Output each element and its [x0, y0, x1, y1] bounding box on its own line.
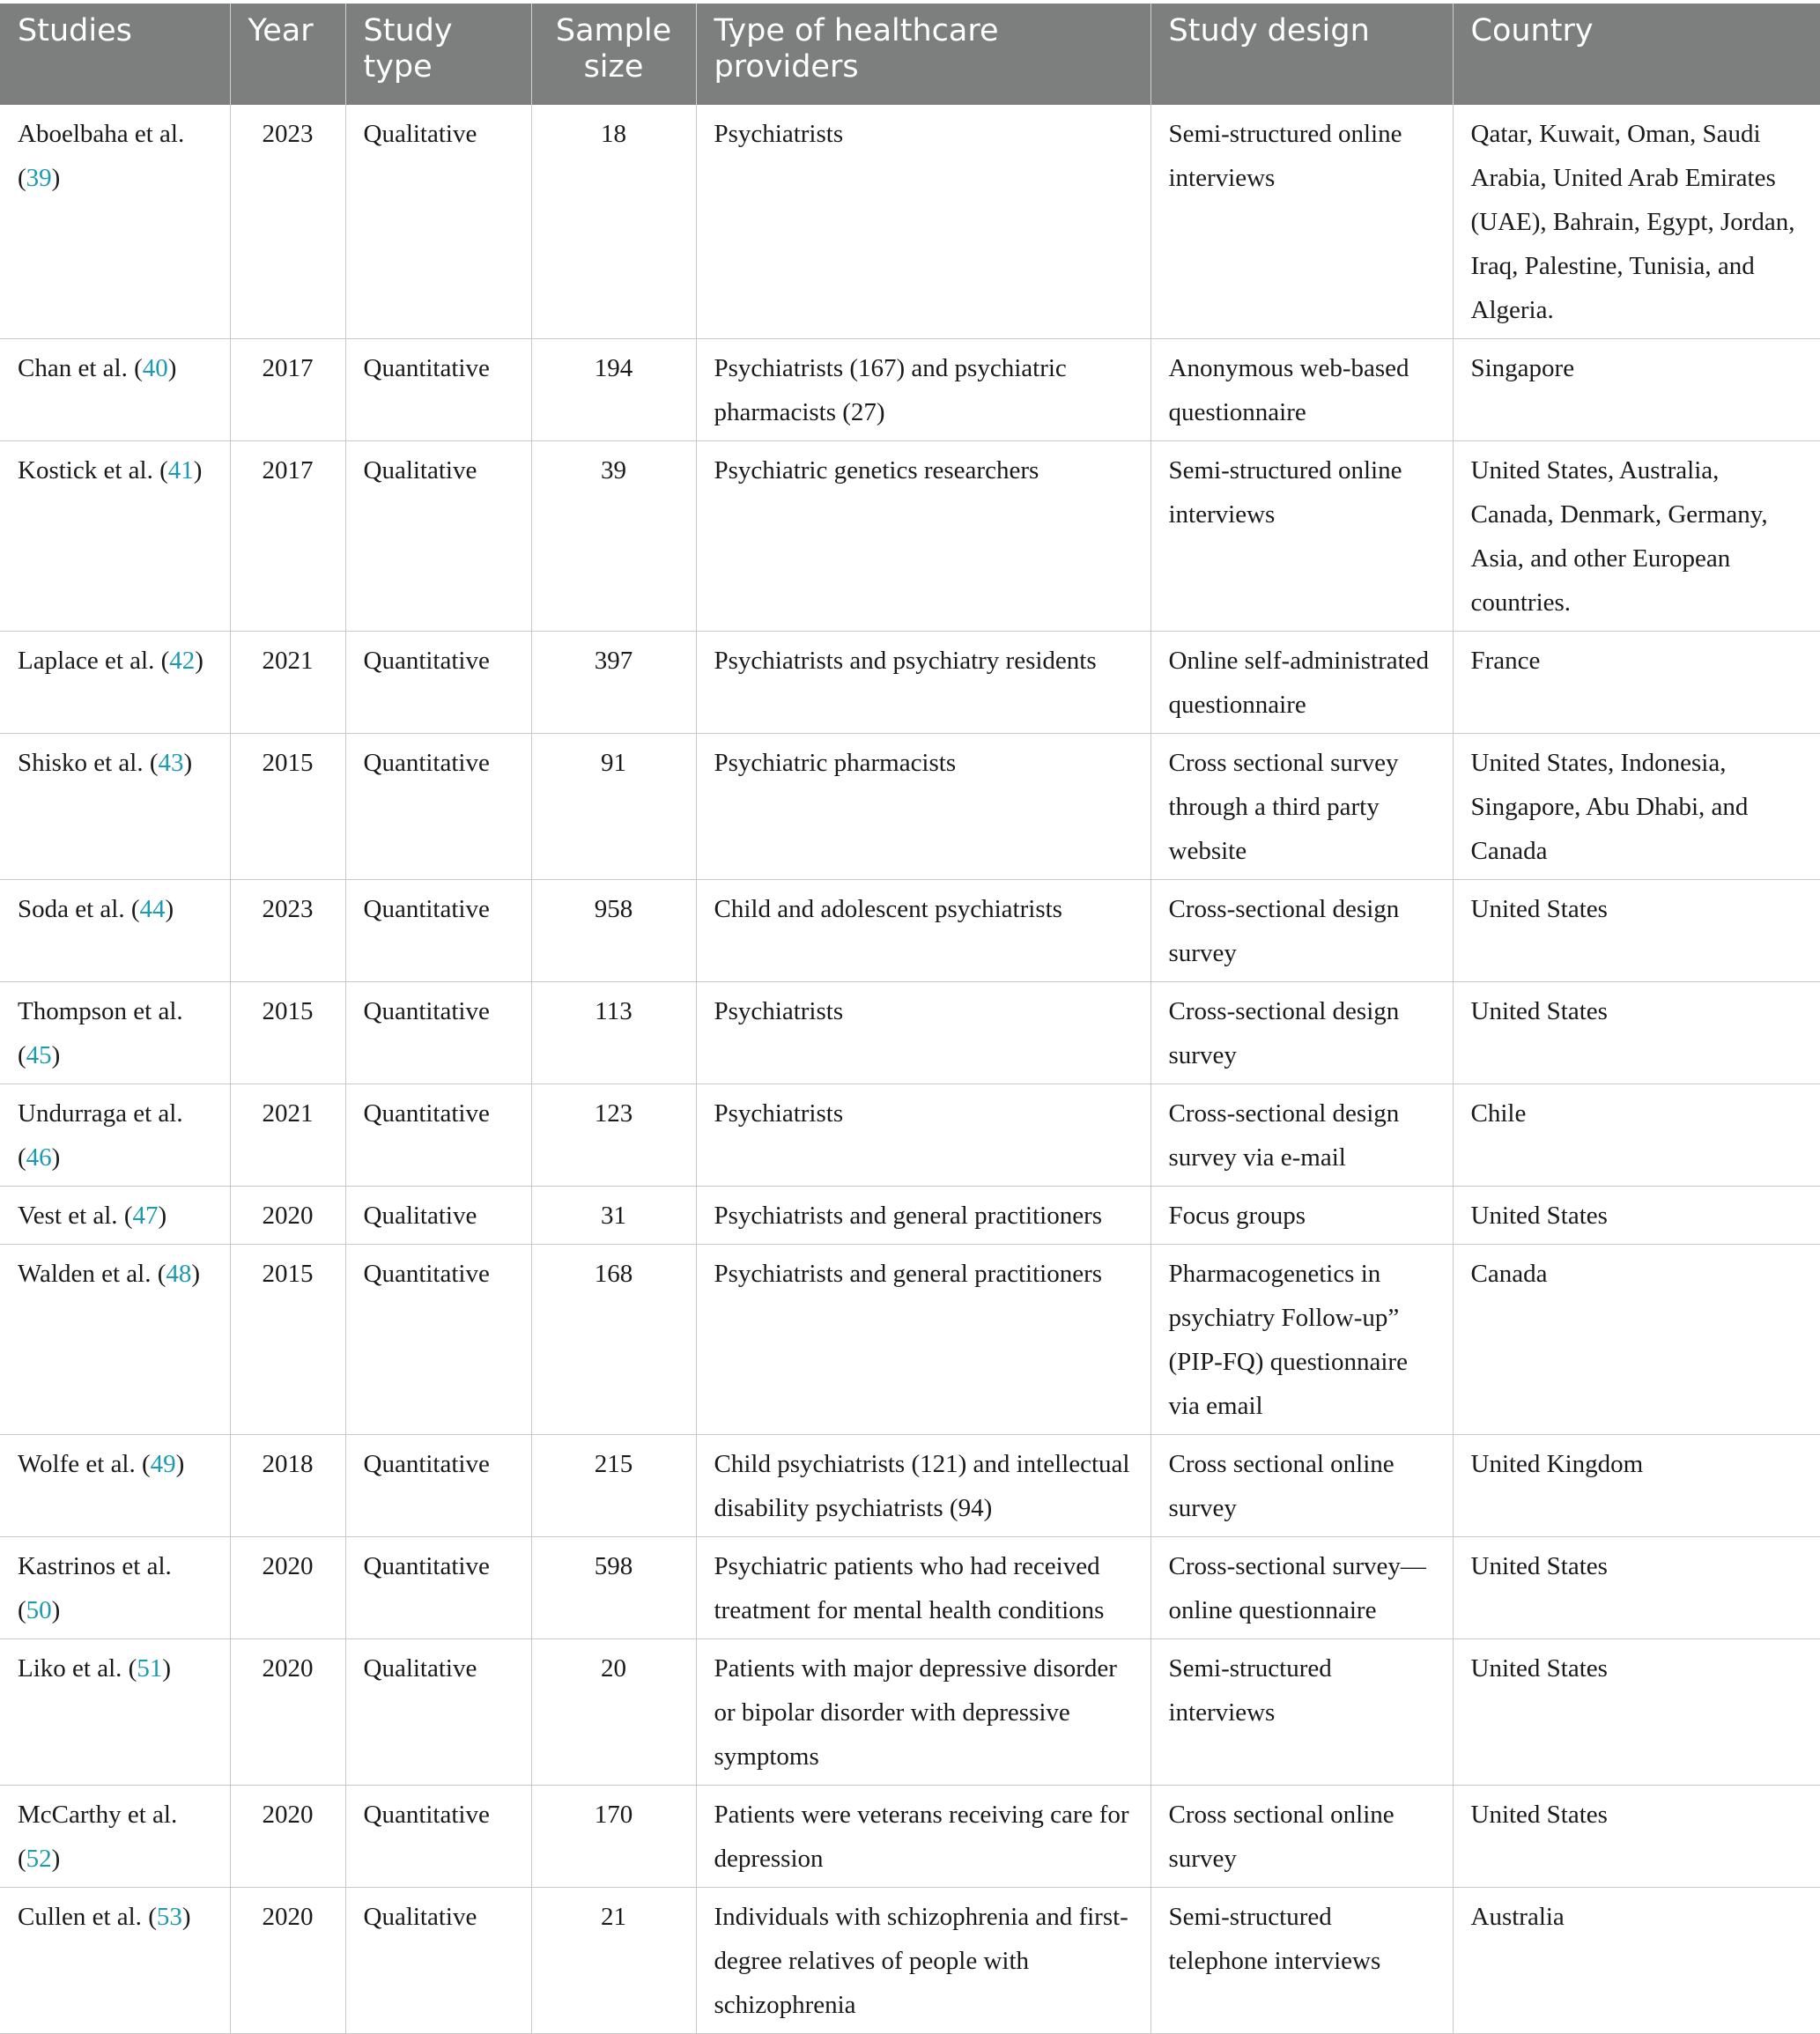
cell-study-type: Qualitative	[345, 1888, 531, 2034]
cell-study-design: Cross-sectional design survey via e-mail	[1150, 1084, 1453, 1187]
cell-year: 2021	[230, 1084, 345, 1187]
cell-country: Australia	[1453, 1888, 1820, 2034]
table-row	[0, 339, 1820, 441]
cell-year: 2015	[230, 734, 345, 880]
reference-link[interactable]: 44	[139, 895, 166, 923]
study-author: Soda et al.	[18, 895, 125, 923]
cell-country: United States, Australia, Canada, Denmark, Germany, Asia, and other European countries.	[1453, 441, 1820, 632]
cell-study-type: Qualitative	[345, 441, 531, 632]
cell-study-design: Semi-structured online interviews	[1150, 105, 1453, 339]
cell-provider-type: Psychiatrists (167) and psychiatric pharmacists (27)	[696, 339, 1150, 441]
reference-link[interactable]: 48	[166, 1260, 192, 1288]
cell-study-type: Quantitative	[345, 1435, 531, 1537]
cell-sample-size: 21	[531, 1888, 696, 2034]
cell-study-type: Qualitative	[345, 1639, 531, 1786]
cell-year: 2023	[230, 105, 345, 339]
cell-provider-type: Psychiatrists and general practitioners	[696, 1245, 1150, 1435]
cell-study-design: Cross sectional survey through a third party website	[1150, 734, 1453, 880]
cell-sample-size: 39	[531, 441, 696, 632]
reference-link[interactable]: 50	[26, 1596, 52, 1624]
cell-provider-type: Child psychiatrists (121) and intellectual disability psychiatrists (94)	[696, 1435, 1150, 1537]
cell-year: 2020	[230, 1187, 345, 1245]
cell-sample-size: 958	[531, 880, 696, 982]
header-country: Country	[1453, 4, 1820, 105]
cell-provider-type: Patients with major depressive disorder or bipolar disorder with depressive symptoms	[696, 1639, 1150, 1786]
study-author: Kostick et al.	[18, 456, 153, 484]
cell-country: United States, Indonesia, Singapore, Abu Dhabi, and Canada	[1453, 734, 1820, 880]
cell-country: United States	[1453, 1537, 1820, 1639]
cell-country: Singapore	[1453, 339, 1820, 441]
cell-sample-size: 598	[531, 1537, 696, 1639]
cell-country: United States	[1453, 1786, 1820, 1888]
header-study-design: Study design	[1150, 4, 1453, 105]
table-row	[0, 1639, 1820, 1786]
reference-link[interactable]: 51	[137, 1654, 163, 1683]
study-author: Laplace et al.	[18, 647, 155, 675]
cell-sample-size: 170	[531, 1786, 696, 1888]
table-row	[0, 1084, 1820, 1187]
cell-study-type: Quantitative	[345, 339, 531, 441]
header-row	[0, 4, 1820, 105]
cell-provider-type: Patients were veterans receiving care for depression	[696, 1786, 1150, 1888]
study-author: Kastrinos et al.	[18, 1552, 172, 1580]
cell-study-type: Quantitative	[345, 1786, 531, 1888]
header-sample-size: Sample size	[531, 4, 696, 105]
table-row	[0, 1537, 1820, 1639]
table-row	[0, 1786, 1820, 1888]
cell-year: 2020	[230, 1888, 345, 2034]
reference-link[interactable]: 52	[26, 1845, 52, 1873]
header-provider-type: Type of healthcare providers	[696, 4, 1150, 105]
reference-link[interactable]: 45	[26, 1041, 52, 1069]
cell-country: United States	[1453, 880, 1820, 982]
cell-provider-type: Psychiatrists and psychiatry residents	[696, 632, 1150, 734]
cell-year: 2020	[230, 1537, 345, 1639]
cell-provider-type: Psychiatrists and general practitioners	[696, 1187, 1150, 1245]
table-row	[0, 880, 1820, 982]
cell-sample-size: 123	[531, 1084, 696, 1187]
cell-study-type: Quantitative	[345, 982, 531, 1084]
cell-study-design: Focus groups	[1150, 1187, 1453, 1245]
cell-provider-type: Psychiatric genetics researchers	[696, 441, 1150, 632]
study-author: Thompson et al.	[18, 997, 183, 1025]
cell-study: Kostick et al. (41)	[0, 441, 230, 632]
cell-study: Thompson et al. (45)	[0, 982, 230, 1084]
study-author: Walden et al.	[18, 1260, 152, 1288]
cell-provider-type: Psychiatric pharmacists	[696, 734, 1150, 880]
header-year: Year	[230, 4, 345, 105]
study-author: Cullen et al.	[18, 1903, 142, 1931]
cell-year: 2021	[230, 632, 345, 734]
cell-provider-type: Psychiatrists	[696, 105, 1150, 339]
cell-study-design: Semi-structured interviews	[1150, 1639, 1453, 1786]
cell-provider-type: Child and adolescent psychiatrists	[696, 880, 1150, 982]
cell-study: Shisko et al. (43)	[0, 734, 230, 880]
reference-link[interactable]: 39	[26, 164, 52, 192]
cell-study-type: Qualitative	[345, 1187, 531, 1245]
reference-link[interactable]: 49	[150, 1450, 176, 1478]
reference-link[interactable]: 46	[26, 1143, 52, 1172]
table-row	[0, 1245, 1820, 1435]
studies-table	[0, 4, 1820, 2034]
table-row	[0, 1187, 1820, 1245]
cell-year: 2018	[230, 1435, 345, 1537]
cell-study: Wolfe et al. (49)	[0, 1435, 230, 1537]
reference-link[interactable]: 47	[132, 1202, 159, 1230]
cell-sample-size: 215	[531, 1435, 696, 1537]
cell-study: Laplace et al. (42)	[0, 632, 230, 734]
study-author: Liko et al.	[18, 1654, 122, 1683]
study-author: McCarthy et al.	[18, 1801, 178, 1829]
study-author: Vest et al.	[18, 1202, 118, 1230]
cell-sample-size: 20	[531, 1639, 696, 1786]
cell-sample-size: 18	[531, 105, 696, 339]
cell-sample-size: 91	[531, 734, 696, 880]
cell-sample-size: 168	[531, 1245, 696, 1435]
table-row	[0, 1888, 1820, 2034]
table-header	[0, 4, 1820, 105]
table-row	[0, 632, 1820, 734]
cell-study-design: Cross sectional online survey	[1150, 1435, 1453, 1537]
table-row	[0, 1435, 1820, 1537]
cell-country: Qatar, Kuwait, Oman, Saudi Arabia, United Arab Emirates (UAE), Bahrain, Egypt, Jordan, Iraq, Palestine, Tunisia, and Algeria.	[1453, 105, 1820, 339]
study-author: Aboelbaha et al.	[18, 120, 185, 148]
cell-study-type: Quantitative	[345, 1084, 531, 1187]
cell-study-type: Quantitative	[345, 1245, 531, 1435]
cell-study: McCarthy et al. (52)	[0, 1786, 230, 1888]
reference-link[interactable]: 53	[156, 1903, 182, 1931]
reference-link[interactable]: 41	[167, 456, 194, 484]
table-row	[0, 982, 1820, 1084]
cell-sample-size: 397	[531, 632, 696, 734]
cell-study-design: Cross-sectional survey—online questionnaire	[1150, 1537, 1453, 1639]
reference-link[interactable]: 43	[158, 749, 184, 777]
cell-provider-type: Psychiatrists	[696, 1084, 1150, 1187]
cell-study-design: Cross sectional online survey	[1150, 1786, 1453, 1888]
cell-year: 2015	[230, 1245, 345, 1435]
cell-year: 2023	[230, 880, 345, 982]
cell-country: Canada	[1453, 1245, 1820, 1435]
cell-year: 2015	[230, 982, 345, 1084]
cell-sample-size: 113	[531, 982, 696, 1084]
cell-study: Aboelbaha et al. (39)	[0, 105, 230, 339]
cell-study: Vest et al. (47)	[0, 1187, 230, 1245]
cell-sample-size: 194	[531, 339, 696, 441]
cell-country: United States	[1453, 982, 1820, 1084]
cell-study-design: Anonymous web-based questionnaire	[1150, 339, 1453, 441]
cell-provider-type: Individuals with schizophrenia and first-degree relatives of people with schizophrenia	[696, 1888, 1150, 2034]
cell-study: Kastrinos et al. (50)	[0, 1537, 230, 1639]
study-author: Chan et al.	[18, 354, 128, 382]
cell-sample-size: 31	[531, 1187, 696, 1245]
cell-country: Chile	[1453, 1084, 1820, 1187]
cell-country: United Kingdom	[1453, 1435, 1820, 1537]
cell-study-design: Semi-structured online interviews	[1150, 441, 1453, 632]
table-body	[0, 105, 1820, 2034]
header-studies: Studies	[0, 4, 230, 105]
reference-link[interactable]: 42	[169, 647, 196, 675]
cell-provider-type: Psychiatrists	[696, 982, 1150, 1084]
cell-year: 2020	[230, 1639, 345, 1786]
cell-study-type: Quantitative	[345, 1537, 531, 1639]
table-row	[0, 734, 1820, 880]
cell-study-design: Online self-administrated questionnaire	[1150, 632, 1453, 734]
cell-year: 2020	[230, 1786, 345, 1888]
cell-country: United States	[1453, 1639, 1820, 1786]
cell-study-design: Cross-sectional design survey	[1150, 982, 1453, 1084]
cell-provider-type: Psychiatric patients who had received treatment for mental health conditions	[696, 1537, 1150, 1639]
cell-study-type: Quantitative	[345, 632, 531, 734]
cell-study-type: Qualitative	[345, 105, 531, 339]
cell-study-design: Cross-sectional design survey	[1150, 880, 1453, 982]
cell-study-design: Pharmacogenetics in psychiatry Follow-up” (PIP-FQ) questionnaire via email	[1150, 1245, 1453, 1435]
cell-study-design: Semi-structured telephone interviews	[1150, 1888, 1453, 2034]
study-author: Shisko et al.	[18, 749, 144, 777]
cell-study: Soda et al. (44)	[0, 880, 230, 982]
header-study-type: Study type	[345, 4, 531, 105]
cell-country: France	[1453, 632, 1820, 734]
cell-study-type: Quantitative	[345, 880, 531, 982]
study-author: Undurraga et al.	[18, 1099, 183, 1128]
table-row	[0, 105, 1820, 339]
cell-study: Cullen et al. (53)	[0, 1888, 230, 2034]
table-row	[0, 441, 1820, 632]
cell-year: 2017	[230, 441, 345, 632]
cell-study: Walden et al. (48)	[0, 1245, 230, 1435]
study-author: Wolfe et al.	[18, 1450, 136, 1478]
cell-study: Chan et al. (40)	[0, 339, 230, 441]
cell-study-type: Quantitative	[345, 734, 531, 880]
cell-country: United States	[1453, 1187, 1820, 1245]
reference-link[interactable]: 40	[142, 354, 168, 382]
cell-year: 2017	[230, 339, 345, 441]
cell-study: Liko et al. (51)	[0, 1639, 230, 1786]
cell-study: Undurraga et al. (46)	[0, 1084, 230, 1187]
